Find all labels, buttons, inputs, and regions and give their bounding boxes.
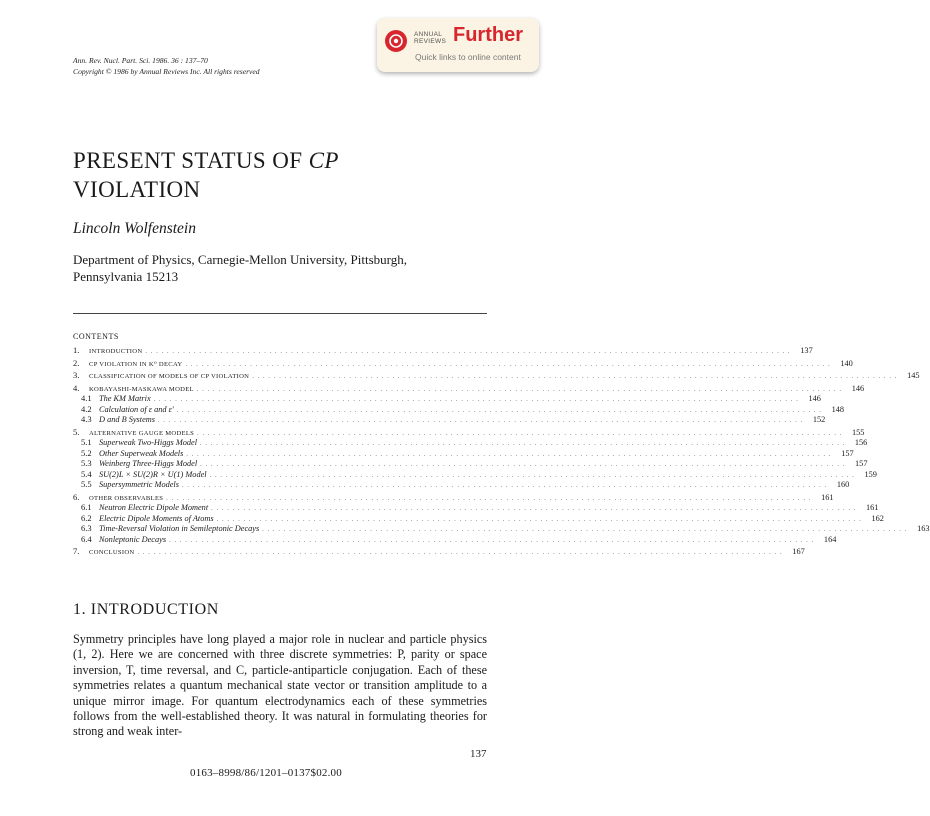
- title-line-1: PRESENT STATUS OF CP: [73, 148, 339, 173]
- entry-title: CONCLUSION: [89, 549, 135, 556]
- entry-title: KOBAYASHI-MASKAWA MODEL: [89, 385, 194, 393]
- contents-entry[interactable]: [73, 370, 920, 381]
- entry-page: 167: [792, 547, 805, 556]
- entry-page: 157: [855, 459, 868, 468]
- entry-number: 6.2: [81, 512, 92, 523]
- contents-entry[interactable]: [73, 533, 837, 545]
- entry-page: 164: [823, 534, 837, 544]
- entry-title: Time-Reversal Violation in Semileptonic Decays: [99, 524, 260, 533]
- entry-number: 5.4: [81, 468, 92, 479]
- contents-entry[interactable]: [73, 458, 868, 469]
- further-badge[interactable]: [377, 18, 539, 72]
- contents-entry[interactable]: [73, 468, 877, 480]
- entry-number: 5.1: [81, 437, 92, 447]
- dot-leader: . . . . . . . . . . . . . . . . . . . . . . . . . . . . . . . . . . . . . . . . . . . . . . . . . . . . . . . . . . . . . . . . . . . . . . . . . . . . . . . . . . . . . . . . . . . . . . . . . . . . . . . . . . . . . . . . . . . . . . . .: [158, 418, 804, 424]
- copyright-line: Copyright © 1986 by Annual Reviews Inc. All rights reserved: [73, 67, 260, 76]
- annual-reviews-logo-icon: [385, 30, 407, 52]
- dot-leader: . . . . . . . . . . . . . . . . . . . . . . . . . . . . . . . . . . . . . . . . . . . . . . . . . . . . . . . . . . . . . . . . . . . . . . . . . . . . . . . . . . . . . . . . . . . . . . . . . . . . . . . . . . . . . . . . . . . . . . . .: [169, 537, 815, 544]
- contents-entry[interactable]: [73, 357, 853, 369]
- author-affiliation: Department of Physics, Carnegie-Mellon University, Pittsburgh, Pennsylvania 15213: [73, 252, 407, 284]
- brand-text: ANNUAL REVIEWS: [414, 31, 447, 45]
- entry-number: 6.4: [81, 533, 92, 544]
- dot-leader: . . . . . . . . . . . . . . . . . . . . . . . . . . . . . . . . . . . . . . . . . . . . . . . . . . . . . . . . . . . . . . . . . . . . . . . . . . . . . . . . . . . . . . . . . . . . . . . . . . . . . . . . . . . . . . . . . . . . . . . .: [197, 430, 843, 437]
- citation-line: Ann. Rev. Nucl. Part. Sci. 1986. 36 : 137–70: [73, 56, 208, 65]
- entry-title: Superweak Two-Higgs Model: [99, 438, 198, 447]
- contents-entry[interactable]: [73, 491, 834, 503]
- entry-page: 146: [851, 383, 865, 393]
- entry-page: 161: [866, 503, 879, 512]
- entry-title: Supersymmetric Models: [99, 480, 179, 489]
- entry-number: 5.5: [81, 479, 92, 489]
- issn-code: 0163–8998/86/1201–0137$02.00: [190, 767, 342, 779]
- entry-number: 6.1: [81, 502, 92, 512]
- entry-number: 4.3: [81, 414, 92, 424]
- entry-title: INTRODUCTION: [89, 348, 143, 355]
- contents-entry[interactable]: [73, 546, 805, 557]
- entry-title: Calculation of ε and ε′: [99, 404, 174, 414]
- entry-page: 163: [917, 524, 930, 533]
- dot-leader: . . . . . . . . . . . . . . . . . . . . . . . . . . . . . . . . . . . . . . . . . . . . . . . . . . . . . . . . . . . . . . . . . . . . . . . . . . . . . . . . . . . . . . . . . . . . . . . . . . . . . . . . . . . . . . . . . . . . . . . .: [137, 550, 783, 556]
- entry-title: SU(2)L × SU(2)R × U(1) Model: [99, 469, 207, 479]
- entry-title: Neutron Electric Dipole Moment: [99, 503, 209, 512]
- dot-leader: . . . . . . . . . . . . . . . . . . . . . . . . . . . . . . . . . . . . . . . . . . . . . . . . . . . . . . . . . . . . . . . . . . . . . . . . . . . . . . . . . . . . . . . . . . . . . . . . . . . . . . . . . . . . . . . . . . . . . . . .: [209, 472, 855, 479]
- entry-title: CLASSIFICATION OF MODELS OF CP VIOLATION: [89, 373, 250, 380]
- entry-title: CP VIOLATION IN K⁰ DECAY: [89, 360, 183, 368]
- dot-leader: . . . . . . . . . . . . . . . . . . . . . . . . . . . . . . . . . . . . . . . . . . . . . . . . . . . . . . . . . . . . . . . . . . . . . . . . . . . . . . . . . . . . . . . . . . . . . . . . . . . . . . . . . . . . . . . . . . . . . . . .: [211, 506, 857, 512]
- entry-number: 4.2: [81, 403, 92, 414]
- dot-leader: . . . . . . . . . . . . . . . . . . . . . . . . . . . . . . . . . . . . . . . . . . . . . . . . . . . . . . . . . . . . . . . . . . . . . . . . . . . . . . . . . . . . . . . . . . . . . . . . . . . . . . . . . . . . . . . . . . . . . . . .: [186, 451, 832, 458]
- entry-number: 7.: [73, 546, 80, 556]
- dot-leader: . . . . . . . . . . . . . . . . . . . . . . . . . . . . . . . . . . . . . . . . . . . . . . . . . . . . . . . . . . . . . . . . . . . . . . . . . . . . . . . . . . . . . . . . . . . . . . . . . . . . . . . . . . . . . . . . . . . . . . . .: [262, 527, 908, 533]
- author-name: Lincoln Wolfenstein: [73, 220, 196, 237]
- entry-title: Other Superweak Models: [99, 448, 184, 458]
- entry-page: 160: [836, 480, 850, 489]
- entry-page: 157: [841, 448, 854, 458]
- entry-page: 137: [800, 346, 813, 355]
- contents-entry[interactable]: [73, 502, 879, 513]
- contents-list: [73, 345, 930, 557]
- contents-entry[interactable]: [73, 523, 930, 534]
- entry-title: Nonleptonic Decays: [99, 534, 167, 544]
- entry-title: Electric Dipole Moments of Atoms: [99, 513, 214, 523]
- contents-entry[interactable]: [73, 437, 868, 448]
- contents-entry[interactable]: [73, 414, 826, 425]
- further-tagline: Quick links to online content: [415, 52, 521, 62]
- entry-page: 145: [907, 371, 920, 380]
- page-number: 137: [470, 748, 487, 760]
- dot-leader: . . . . . . . . . . . . . . . . . . . . . . . . . . . . . . . . . . . . . . . . . . . . . . . . . . . . . . . . . . . . . . . . . . . . . . . . . . . . . . . . . . . . . . . . . . . . . . . . . . . . . . . . . . . . . . . . . . . . . . . .: [216, 516, 862, 523]
- contents-entry[interactable]: [73, 479, 850, 490]
- entry-number: 4.: [73, 382, 80, 393]
- title-line-2: VIOLATION: [73, 177, 201, 202]
- dot-leader: . . . . . . . . . . . . . . . . . . . . . . . . . . . . . . . . . . . . . . . . . . . . . . . . . . . . . . . . . . . . . . . . . . . . . . . . . . . . . . . . . . . . . . . . . . . . . . . . . . . . . . . . . . . . . . . . . . . . . . . .: [196, 386, 843, 393]
- entry-page: 161: [821, 492, 834, 502]
- divider: [73, 313, 487, 314]
- entry-page: 159: [864, 469, 877, 479]
- dot-leader: . . . . . . . . . . . . . . . . . . . . . . . . . . . . . . . . . . . . . . . . . . . . . . . . . . . . . . . . . . . . . . . . . . . . . . . . . . . . . . . . . . . . . . . . . . . . . . . . . . . . . . . . . . . . . . . . . . . . . . . .: [200, 441, 846, 447]
- entry-title: ALTERNATIVE GAUGE MODELS: [89, 429, 195, 437]
- contents-entry[interactable]: [73, 345, 813, 356]
- contents-entry[interactable]: [73, 447, 854, 459]
- dot-leader: . . . . . . . . . . . . . . . . . . . . . . . . . . . . . . . . . . . . . . . . . . . . . . . . . . . . . . . . . . . . . . . . . . . . . . . . . . . . . . . . . . . . . . . . . . . . . . . . . . . . . . . . . . . . . . . . . . . . . . . .: [145, 349, 791, 355]
- entry-page: 140: [840, 358, 853, 368]
- article-title: [73, 146, 339, 204]
- entry-page: 148: [831, 404, 845, 414]
- dot-leader: . . . . . . . . . . . . . . . . . . . . . . . . . . . . . . . . . . . . . . . . . . . . . . . . . . . . . . . . . . . . . . . . . . . . . . . . . . . . . . . . . . . . . . . . . . . . . . . . . . . . . . . . . . . . . . . . . . . . . . . .: [176, 407, 823, 414]
- entry-number: 1.: [73, 345, 80, 355]
- entry-number: 3.: [73, 370, 80, 380]
- section-heading: 1. INTRODUCTION: [73, 601, 219, 618]
- entry-number: 4.1: [81, 393, 92, 403]
- dot-leader: . . . . . . . . . . . . . . . . . . . . . . . . . . . . . . . . . . . . . . . . . . . . . . . . . . . . . . . . . . . . . . . . . . . . . . . . . . . . . . . . . . . . . . . . . . . . . . . . . . . . . . . . . . . . . . . . . . . . . . . .: [166, 495, 812, 502]
- contents-entry[interactable]: [73, 393, 821, 404]
- contents-entry[interactable]: [73, 512, 884, 524]
- introduction-paragraph: Symmetry principles have long played a major role in nuclear and particle physics (1, 2). Here we are concerned with three discrete symmetries: P, parity or space inversion, T, time reversal, and C, particle-antiparticle conjugation. Each of these symmetries relates a quantum mechanical state vector or transition amplitude to a unique mirror image. For quantum electrodynamics each of these symmetries follows from the well-established theory. It was natural in formulating theories for strong and weak inter-: [73, 632, 487, 739]
- entry-page: 146: [808, 394, 821, 403]
- entry-number: 5.2: [81, 447, 92, 458]
- contents-entry[interactable]: [73, 403, 845, 415]
- journal-citation: [73, 55, 260, 77]
- entry-number: 2.: [73, 357, 80, 368]
- entry-page: 155: [851, 427, 865, 437]
- dot-leader: . . . . . . . . . . . . . . . . . . . . . . . . . . . . . . . . . . . . . . . . . . . . . . . . . . . . . . . . . . . . . . . . . . . . . . . . . . . . . . . . . . . . . . . . . . . . . . . . . . . . . . . . . . . . . . . . . . . . . . . .: [200, 462, 846, 468]
- dot-leader: . . . . . . . . . . . . . . . . . . . . . . . . . . . . . . . . . . . . . . . . . . . . . . . . . . . . . . . . . . . . . . . . . . . . . . . . . . . . . . . . . . . . . . . . . . . . . . . . . . . . . . . . . . . . . . . . . . . . . . . .: [153, 397, 799, 403]
- entry-number: 6.3: [81, 523, 92, 533]
- entry-number: 6.: [73, 491, 80, 502]
- entry-title: The KM Matrix: [99, 394, 151, 403]
- dot-leader: . . . . . . . . . . . . . . . . . . . . . . . . . . . . . . . . . . . . . . . . . . . . . . . . . . . . . . . . . . . . . . . . . . . . . . . . . . . . . . . . . . . . . . . . . . . . . . . . . . . . . . . . . . . . . . . . . . . . . . . .: [181, 483, 828, 489]
- entry-page: 156: [854, 438, 868, 447]
- contents-heading: CONTENTS: [73, 332, 119, 341]
- table-of-contents: [73, 332, 930, 557]
- entry-title: OTHER OBSERVABLES: [89, 494, 164, 502]
- contents-entry[interactable]: [73, 382, 865, 394]
- entry-page: 152: [812, 415, 826, 424]
- entry-title: Weinberg Three-Higgs Model: [99, 459, 198, 468]
- entry-number: 5.3: [81, 458, 92, 468]
- contents-entry[interactable]: [73, 426, 865, 438]
- entry-number: 5.: [73, 426, 80, 437]
- entry-page: 162: [871, 513, 884, 523]
- dot-leader: . . . . . . . . . . . . . . . . . . . . . . . . . . . . . . . . . . . . . . . . . . . . . . . . . . . . . . . . . . . . . . . . . . . . . . . . . . . . . . . . . . . . . . . . . . . . . . . . . . . . . . . . . . . . . . . . . . . . . . . .: [185, 361, 831, 368]
- dot-leader: . . . . . . . . . . . . . . . . . . . . . . . . . . . . . . . . . . . . . . . . . . . . . . . . . . . . . . . . . . . . . . . . . . . . . . . . . . . . . . . . . . . . . . . . . . . . . . . . . . . . . . . . . . . . . . . . . . . . . . . .: [252, 374, 898, 380]
- further-label: Further: [453, 24, 523, 46]
- entry-title: D and B Systems: [99, 415, 155, 424]
